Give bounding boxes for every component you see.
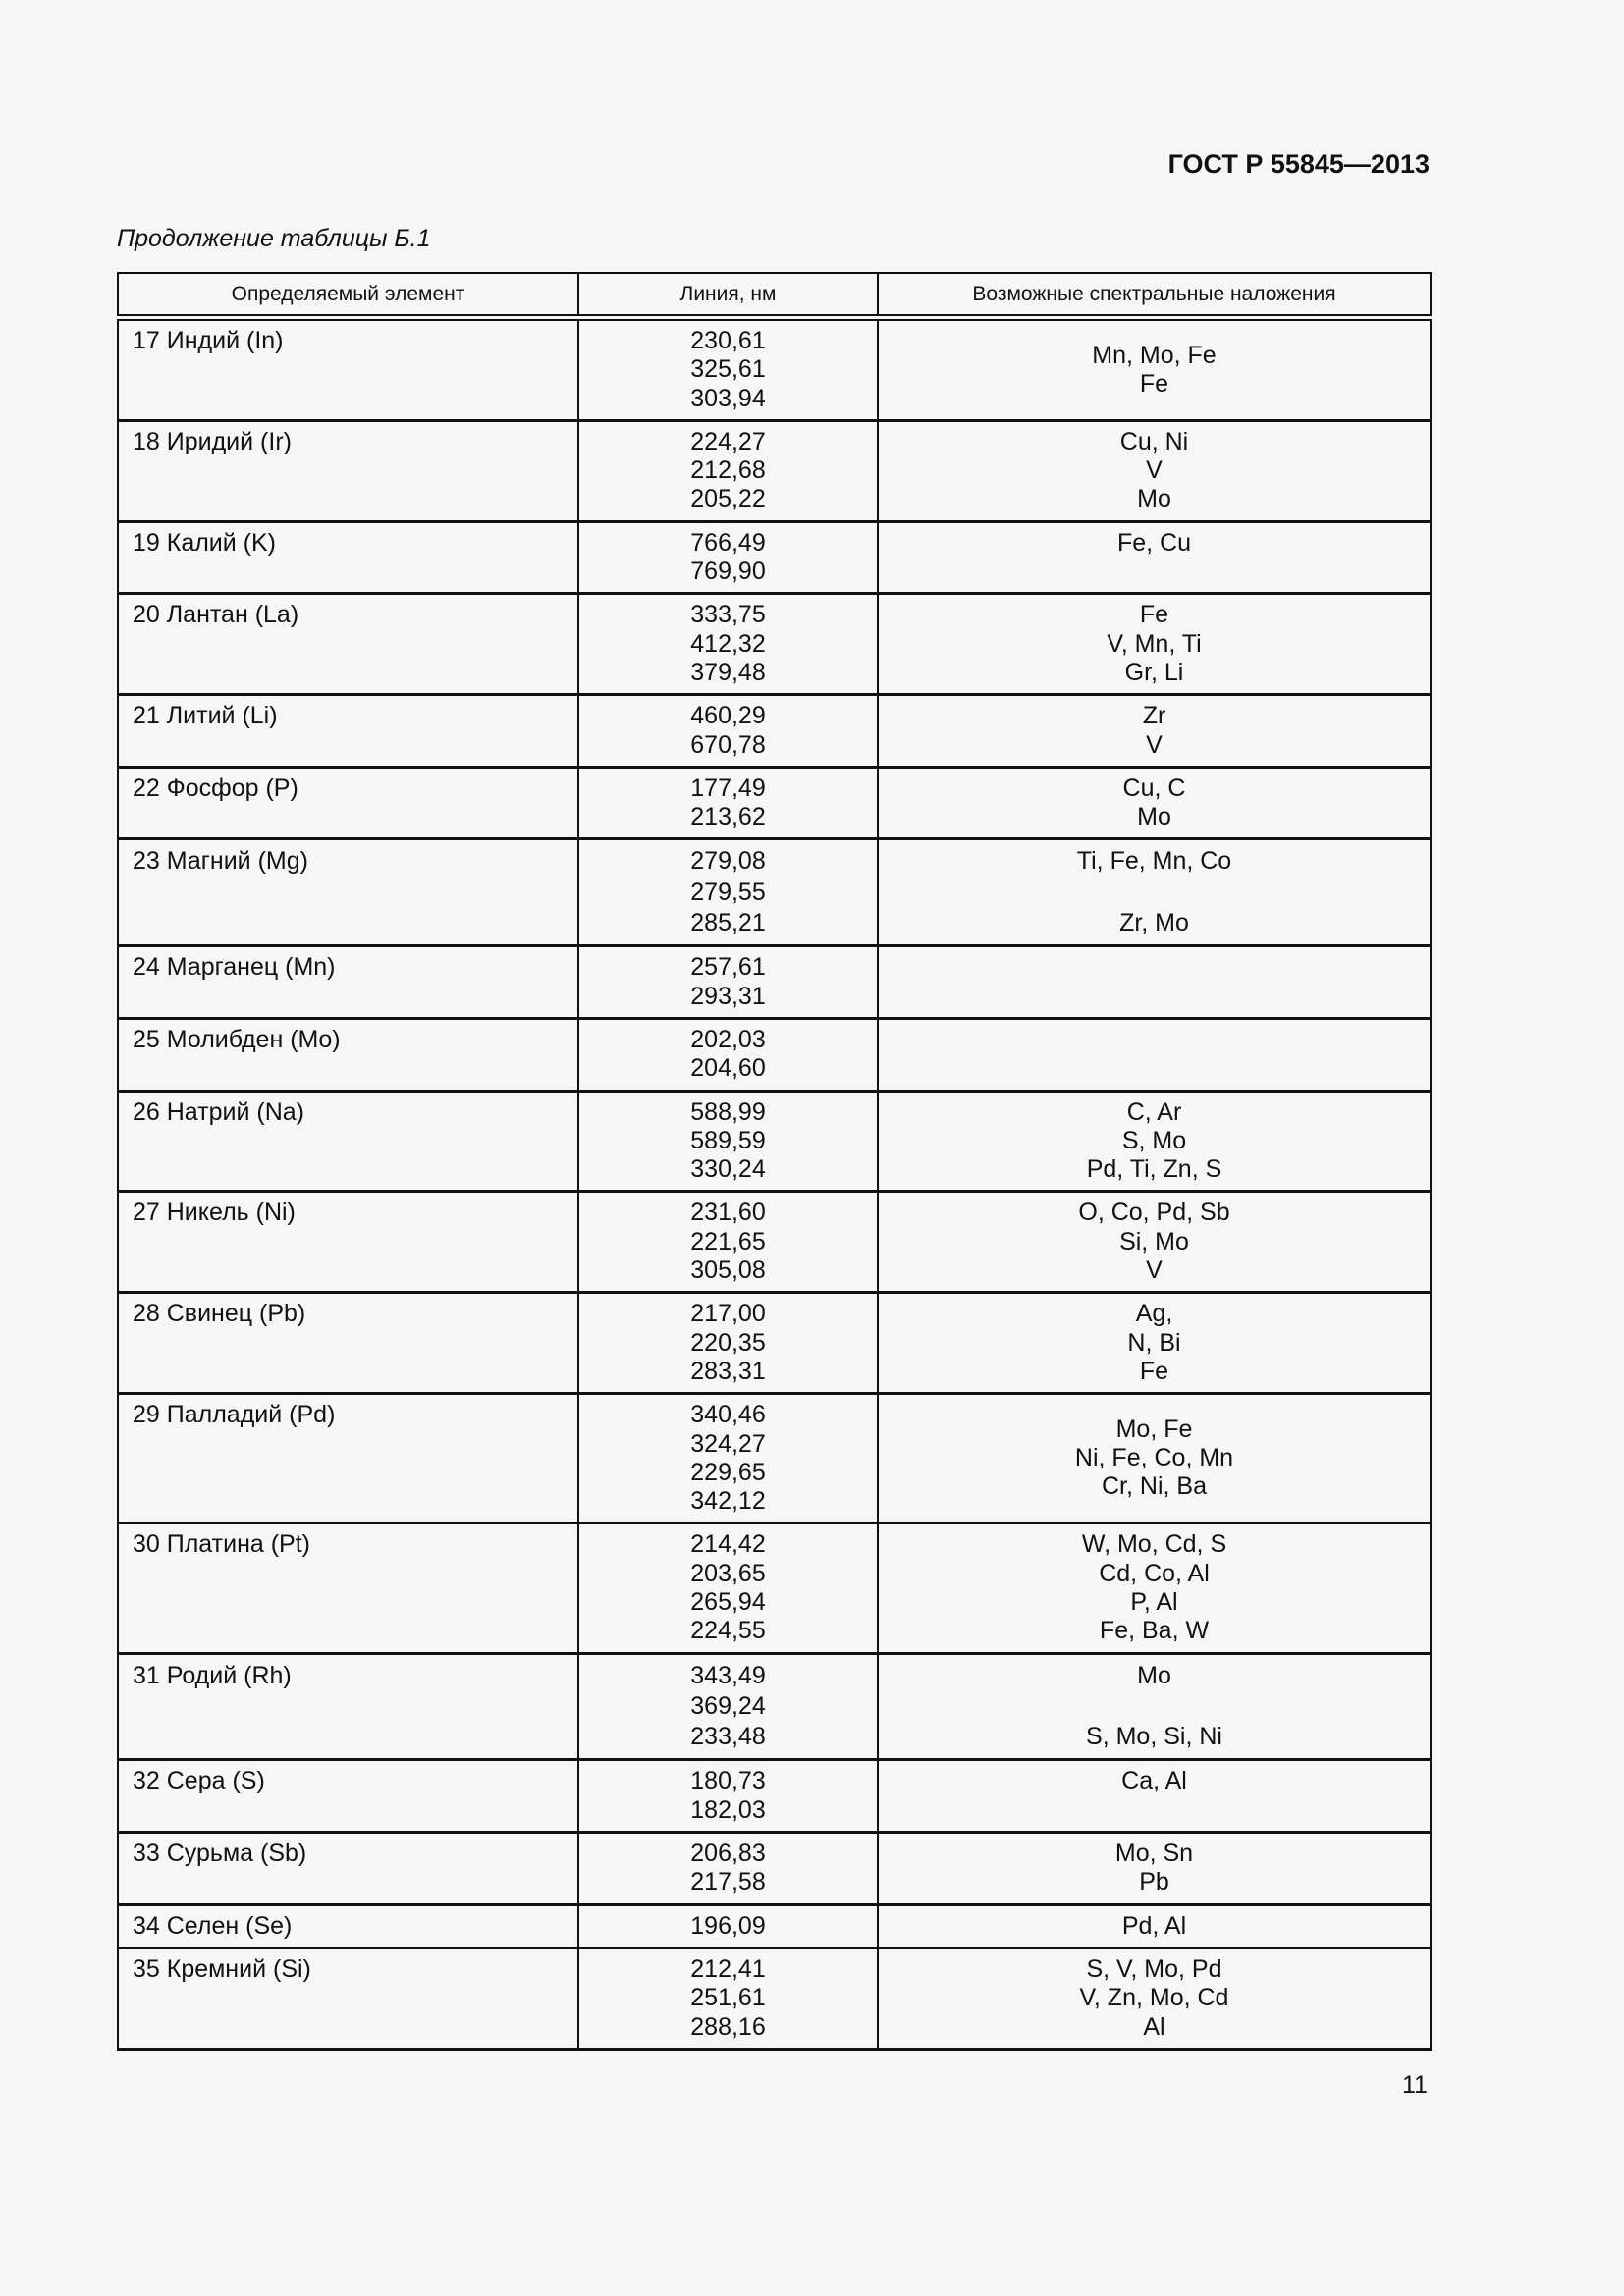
- element-cell: [118, 1760, 578, 1833]
- spectral-overlap-cell: [878, 1018, 1431, 1091]
- spectral-overlap-line: C, Ar: [1126, 1097, 1182, 1126]
- wavelength-value: 589,59: [690, 1126, 766, 1154]
- table-row: [118, 594, 1431, 695]
- element-cell: [118, 521, 578, 594]
- wavelength-value: 330,24: [690, 1155, 766, 1184]
- wavelength-cell: [578, 1904, 878, 1948]
- wavelength-value: 182,03: [690, 1795, 766, 1824]
- wavelength-cell: [578, 767, 878, 839]
- spectral-overlap-line: Si, Mo: [1119, 1227, 1189, 1255]
- spectral-overlap-line: O, Co, Pd, Sb: [1078, 1199, 1230, 1227]
- element-name: 35 Кремний (Si): [133, 1954, 311, 1983]
- wavelength-value: 229,65: [690, 1458, 766, 1486]
- wavelength-value: 212,68: [690, 456, 766, 485]
- element-name: 29 Палладий (Pd): [133, 1401, 336, 1429]
- element-name: 27 Никель (Ni): [133, 1199, 296, 1227]
- spectral-overlap-line: Fe: [1139, 369, 1169, 398]
- element-cell: [118, 1653, 578, 1760]
- element-name: 24 Марганец (Mn): [133, 953, 336, 982]
- element-cell: [118, 839, 578, 946]
- wavelength-value: 206,83: [690, 1840, 766, 1868]
- spectral-overlap-line: W, Mo, Cd, S: [1081, 1530, 1227, 1559]
- wavelength-value: 265,94: [690, 1587, 766, 1616]
- spectral-overlap-line: V: [1146, 1256, 1163, 1285]
- wavelength-value: 224,55: [690, 1617, 766, 1645]
- table-row: [118, 767, 1431, 839]
- spectral-overlap-line: Mn, Mo, Fe: [1092, 341, 1217, 369]
- element-cell: [118, 1523, 578, 1653]
- wavelength-value: 202,03: [690, 1025, 766, 1053]
- wavelength-value: 220,35: [690, 1328, 766, 1357]
- wavelength-value: 303,94: [690, 384, 766, 412]
- element-cell: [118, 1018, 578, 1091]
- spectral-overlap-line: Al: [1143, 2012, 1165, 2041]
- element-name: 21 Литий (Li): [133, 702, 278, 730]
- spectral-overlap-cell: [878, 839, 1431, 946]
- document-number-header: ГОСТ Р 55845—2013: [1167, 149, 1430, 179]
- spectral-overlap-line: V: [1146, 456, 1163, 485]
- wavelength-cell: [578, 594, 878, 695]
- spectral-overlap-line: Mo, Sn: [1114, 1840, 1194, 1868]
- wavelength-value: 217,58: [690, 1868, 766, 1896]
- wavelength-value: 288,16: [690, 2012, 766, 2041]
- spectral-overlap-cell: [878, 1394, 1431, 1523]
- spectral-overlap-line: Pb: [1139, 1868, 1169, 1896]
- wavelength-value: 279,55: [690, 878, 766, 906]
- spectral-overlap-line: Mo: [1137, 803, 1171, 831]
- spectral-overlap-line: Fe, Cu: [1116, 528, 1192, 557]
- wavelength-value: 379,48: [690, 658, 766, 686]
- wavelength-value: 196,09: [690, 1911, 766, 1940]
- spectral-overlap-cell: [878, 1948, 1431, 2049]
- element-name: 26 Натрий (Na): [133, 1097, 304, 1126]
- wavelength-value: 333,75: [690, 601, 766, 629]
- wavelength-value: 177,49: [690, 774, 766, 802]
- spectral-overlap-line: Fe: [1139, 601, 1169, 629]
- wavelength-value: 217,00: [690, 1300, 766, 1328]
- element-cell: [118, 1394, 578, 1523]
- element-name: 33 Сурьма (Sb): [133, 1840, 307, 1868]
- spectral-overlap-cell: [878, 1760, 1431, 1833]
- element-name: 34 Селен (Se): [133, 1911, 293, 1940]
- table-row: [118, 420, 1431, 521]
- element-name: 28 Свинец (Pb): [133, 1300, 306, 1328]
- wavelength-value: 224,27: [690, 427, 766, 455]
- wavelength-value: 279,08: [690, 847, 766, 876]
- spectral-overlap-line: Zr: [1142, 702, 1166, 730]
- table-row: [118, 695, 1431, 768]
- spectral-overlap-line: N, Bi: [1127, 1328, 1181, 1357]
- spectral-overlap-cell: [878, 318, 1431, 421]
- spectral-overlap-line: S, V, Mo, Pd: [1086, 1954, 1222, 1983]
- spectral-overlap-line: Zr, Mo: [1119, 909, 1189, 937]
- table-row: [118, 839, 1431, 946]
- wavelength-value: 460,29: [690, 702, 766, 730]
- wavelength-value: 769,90: [690, 558, 766, 586]
- element-cell: [118, 318, 578, 421]
- wavelength-value: 324,27: [690, 1429, 766, 1458]
- table-row: [118, 1091, 1431, 1192]
- element-cell: [118, 695, 578, 768]
- table-header: [118, 273, 1431, 318]
- spectral-overlap-cell: [878, 594, 1431, 695]
- wavelength-value: 340,46: [690, 1401, 766, 1429]
- wavelength-cell: [578, 1192, 878, 1293]
- table-row: [118, 1018, 1431, 1091]
- wavelength-value: 369,24: [690, 1691, 766, 1720]
- spectral-overlap-line: Cu, Ni: [1119, 427, 1189, 455]
- wavelength-cell: [578, 1018, 878, 1091]
- table-row: [118, 1948, 1431, 2049]
- wavelength-value: 325,61: [690, 355, 766, 384]
- wavelength-value: 180,73: [690, 1767, 766, 1795]
- wavelength-cell: [578, 1653, 878, 1760]
- element-name: 30 Платина (Pt): [133, 1530, 311, 1559]
- table-row: [118, 1293, 1431, 1394]
- wavelength-value: 257,61: [690, 953, 766, 982]
- spectral-overlap-cell: [878, 420, 1431, 521]
- table-row: [118, 1833, 1431, 1905]
- column-header-line: Линия, нм: [578, 273, 878, 318]
- element-cell: [118, 1833, 578, 1905]
- spectral-overlap-line: V, Mn, Ti: [1107, 629, 1202, 658]
- spectral-overlap-cell: [878, 695, 1431, 768]
- element-cell: [118, 1091, 578, 1192]
- spectral-overlap-line: [893, 878, 1416, 908]
- spectral-overlap-line: Cu, C: [1122, 774, 1186, 802]
- wavelength-value: 213,62: [690, 803, 766, 831]
- spectral-overlap-cell: [878, 1833, 1431, 1905]
- table-row: [118, 521, 1431, 594]
- spectral-overlap-line: Pd, Ti, Zn, S: [1086, 1155, 1222, 1184]
- spectral-overlap-line: Cr, Ni, Ba: [1102, 1472, 1207, 1501]
- spectral-overlap-line: Ag,: [1135, 1300, 1173, 1328]
- table-body: [118, 318, 1431, 2050]
- element-name: 18 Иридий (Ir): [133, 427, 292, 455]
- spectral-overlap-line: P, Al: [1130, 1587, 1178, 1616]
- wavelength-value: 214,42: [690, 1530, 766, 1559]
- spectral-overlap-line: Mo: [1137, 485, 1171, 513]
- wavelength-cell: [578, 521, 878, 594]
- spectral-overlap-cell: [878, 521, 1431, 594]
- spectral-overlap-cell: [878, 1653, 1431, 1760]
- wavelength-value: 221,65: [690, 1227, 766, 1255]
- wavelength-cell: [578, 1091, 878, 1192]
- wavelength-value: 285,21: [690, 909, 766, 937]
- spectral-overlap-line: [893, 1691, 1416, 1722]
- table-caption: Продолжение таблицы Б.1: [117, 225, 431, 252]
- wavelength-cell: [578, 695, 878, 768]
- table-row: [118, 946, 1431, 1019]
- spectral-overlap-cell: [878, 1192, 1431, 1293]
- spectral-overlap-cell: [878, 1091, 1431, 1192]
- element-cell: [118, 594, 578, 695]
- element-name: 25 Молибден (Mo): [133, 1025, 341, 1053]
- spectral-overlap-line: Mo, Fe: [1115, 1415, 1193, 1443]
- spectral-overlap-line: S, Mo, Si, Ni: [1086, 1723, 1222, 1751]
- element-name: 20 Лантан (La): [133, 601, 299, 629]
- wavelength-value: 343,49: [690, 1661, 766, 1689]
- wavelength-value: 205,22: [690, 485, 766, 513]
- element-name: 23 Магний (Mg): [133, 847, 308, 876]
- element-name: 19 Калий (K): [133, 528, 277, 557]
- spectral-overlap-cell: [878, 1293, 1431, 1394]
- wavelength-cell: [578, 318, 878, 421]
- element-cell: [118, 1293, 578, 1394]
- spectral-overlap-line: Ni, Fe, Co, Mn: [1074, 1444, 1234, 1472]
- spectral-overlap-line: Gr, Li: [1124, 658, 1184, 686]
- wavelength-value: 766,49: [690, 528, 766, 557]
- table-row: [118, 1760, 1431, 1833]
- wavelength-cell: [578, 1948, 878, 2049]
- spectral-overlap-line: Ti, Fe, Mn, Co: [1076, 847, 1232, 876]
- wavelength-value: 231,60: [690, 1199, 766, 1227]
- spectral-overlap-line: Ca, Al: [1121, 1767, 1187, 1795]
- element-cell: [118, 767, 578, 839]
- wavelength-value: 293,31: [690, 982, 766, 1010]
- spectral-overlap-line: S, Mo: [1121, 1126, 1187, 1154]
- page-number: 11: [1402, 2071, 1428, 2099]
- wavelength-cell: [578, 420, 878, 521]
- wavelength-cell: [578, 1394, 878, 1523]
- table-row: [118, 318, 1431, 421]
- spectral-overlap-line: Cd, Co, Al: [1099, 1559, 1210, 1587]
- element-name: 22 Фосфор (P): [133, 774, 298, 802]
- table-row: [118, 1904, 1431, 1948]
- wavelength-value: 251,61: [690, 1984, 766, 2012]
- element-cell: [118, 1192, 578, 1293]
- spectral-overlap-cell: [878, 1523, 1431, 1653]
- spectral-overlap-cell: [878, 767, 1431, 839]
- wavelength-value: 283,31: [690, 1357, 766, 1385]
- column-header-overlaps: Возможные спектральные наложения: [878, 273, 1431, 318]
- wavelength-cell: [578, 1293, 878, 1394]
- table-row: [118, 1523, 1431, 1653]
- spectral-overlap-line: Mo: [1137, 1661, 1171, 1689]
- spectral-overlap-cell: [878, 1904, 1431, 1948]
- wavelength-cell: [578, 1523, 878, 1653]
- table-row: [118, 1653, 1431, 1760]
- spectral-lines-table: [117, 272, 1432, 2051]
- spectral-overlap-line: V: [1146, 730, 1163, 759]
- table-row: [118, 1394, 1431, 1523]
- column-header-element: Определяемый элемент: [118, 273, 578, 318]
- table-row: [118, 1192, 1431, 1293]
- element-cell: [118, 1948, 578, 2049]
- wavelength-value: 588,99: [690, 1097, 766, 1126]
- element-name: 31 Родий (Rh): [133, 1661, 292, 1689]
- spectral-overlap-line: Pd, Al: [1121, 1911, 1187, 1940]
- element-cell: [118, 946, 578, 1019]
- wavelength-cell: [578, 1833, 878, 1905]
- wavelength-value: 212,41: [690, 1954, 766, 1983]
- wavelength-value: 342,12: [690, 1487, 766, 1516]
- wavelength-cell: [578, 839, 878, 946]
- element-cell: [118, 420, 578, 521]
- wavelength-cell: [578, 946, 878, 1019]
- wavelength-value: 203,65: [690, 1559, 766, 1587]
- wavelength-value: 412,32: [690, 629, 766, 658]
- wavelength-cell: [578, 1760, 878, 1833]
- spectral-overlap-line: Fe, Ba, W: [1099, 1617, 1210, 1645]
- wavelength-value: 204,60: [690, 1054, 766, 1083]
- wavelength-value: 670,78: [690, 730, 766, 759]
- wavelength-value: 230,61: [690, 327, 766, 354]
- wavelength-value: 233,48: [690, 1723, 766, 1751]
- element-cell: [118, 1904, 578, 1948]
- spectral-overlap-cell: [878, 946, 1431, 1019]
- wavelength-value: 305,08: [690, 1256, 766, 1285]
- spectral-overlap-line: V, Zn, Mo, Cd: [1079, 1984, 1229, 2012]
- spectral-overlap-line: Fe: [1139, 1357, 1169, 1385]
- element-name: 32 Сера (S): [133, 1767, 265, 1795]
- table-header-row: [118, 273, 1431, 318]
- element-name: 17 Индий (In): [133, 327, 284, 354]
